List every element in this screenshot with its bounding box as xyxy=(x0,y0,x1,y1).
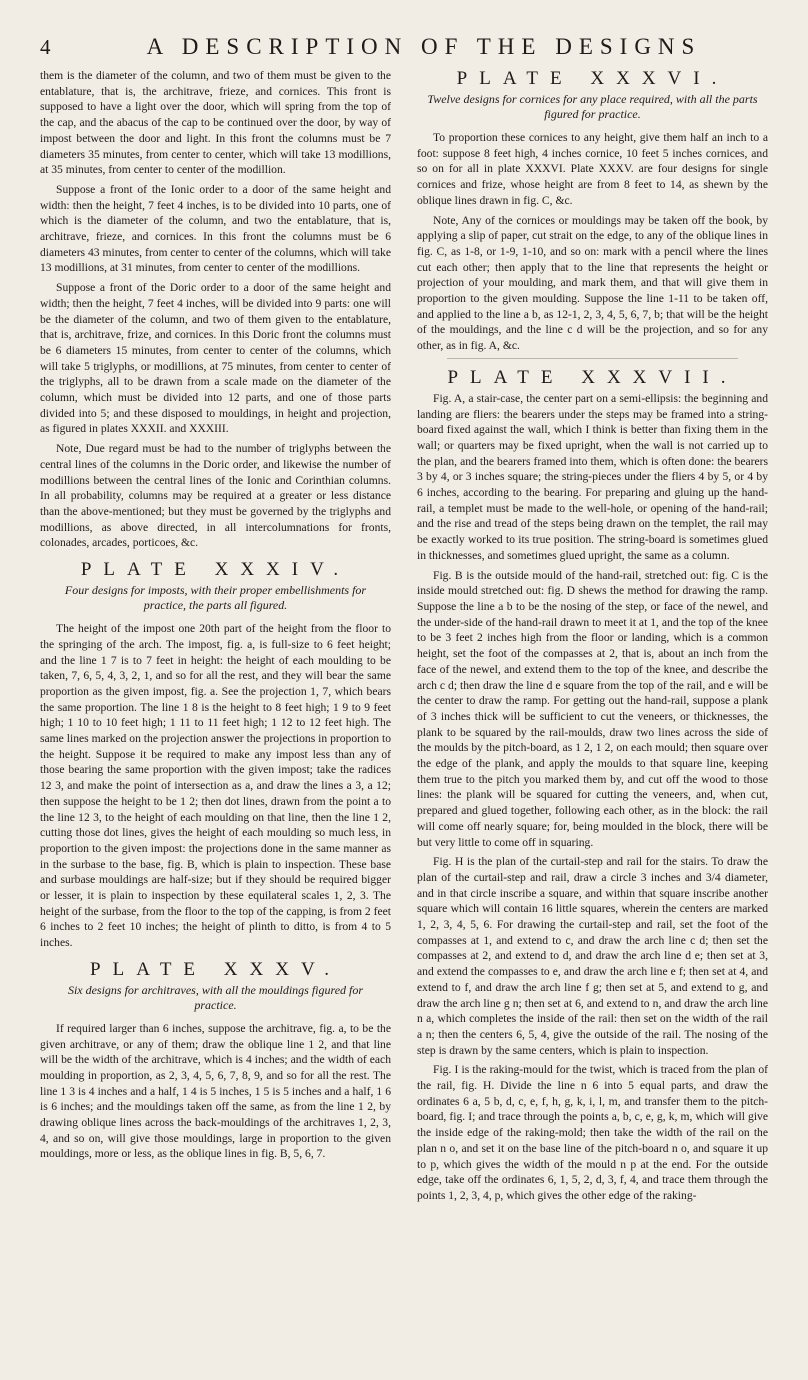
plate-36-subtitle: Twelve designs for cornices for any place required, with all the parts figured for practice. xyxy=(427,92,758,121)
paragraph: Fig. A, a stair-case, the center part on a semi-ellipsis: the beginning and landing are fliers: the bearers under the steps may be framed into a string-board fixed against the wall, which I think is better than fixing them in the wall; or quarters may be fixed upright, when the wall is not carried up to the plan, and the bearers framed into them, which is often done: the bearers 3 by 4, or 3 inches square; the string-pieces under the fliers 4 by 5, or 4 by 6 inches, according to the bearing. For preparing and gluing up the hand-rail, a templet must be made to the well-hole, or opening of the hand-rail; and the rise and tread of the steps being drawn on the templet, the rail may be exactly worked to its true position. The string-board is sometimes glued in thicknesses, and sometimes glued upright, the same as a column. xyxy=(417,391,768,562)
paragraph: Fig. I is the raking-mould for the twist, which is traced from the plan of the rail, fig. H. Divide the line n 6 into 5 equal parts, and draw the ordinates 6 a, 5 b, d, c, e, f, h, g, k, i, l, m, and transfer them to the pitch-board, fig. I; and trace through the points a, b, c, e, g, k, m, which will give the inside edge of the raking-mold; then take the width of the rail on the plan n o, and set it on the base line of the pitch-board n o, and square it up to p, which gives the width of the mould n p at the end. For the outside edge, take off the ordinates 6, 1, 5, 2, d, 3, f, 4, and trace them through the points 1, 2, 3, 4, p, which gives the other edge of the raking- xyxy=(417,1063,768,1202)
running-head xyxy=(40,34,768,64)
plate-35-heading: PLATE XXXV. xyxy=(90,958,341,980)
section-divider xyxy=(447,358,738,359)
paragraph: Fig. H is the plan of the curtail-step and rail for the stairs. To draw the plan of the curtail-step and rail, draw a circle 3 inches and 3/4 diameter, and in that circle inscribe a square, and within that square inscribe another square which will contain 16 little squares, wherein the centers are marked 1, 2, 3, 4, 5, 6. For drawing the curtail-step and rail, set the foot of the compasses at 1, and extend to c, and draw the arch line c d; then set the compasses at 2, and extend to d, and draw the arch line d e; then set at 3, and extend the compasses to e, and draw the arch line e f; then set at 4, and extend to f, and draw the arch line f g; then set at 5, and extend to g, and draw the arch line g n; then set at 6, and extend to n, and draw the arch line n a, which completes the inside of the rail: then set on the width of the rail a n; then the centers 6, 5, 4, give the outside of the rail. The nosing of the step is drawn by the same centers, which is plain to inspection. xyxy=(417,855,768,1057)
text-columns xyxy=(40,68,768,1208)
paragraph: Note, Due regard must be had to the number of triglyphs between the central lines of the columns in the Doric order, and likewise the number of modillions between the central lines of the Ionic and Corinthian columns. In all probability, columns may be required at a greater or less distance than the above-mentioned; but they must be governed by the triglyphs and modillions, as above directed, in all intercolumnations for fronts, colonades, arcades, porticoes, &c. xyxy=(40,442,391,550)
paragraph: Suppose a front of the Ionic order to a door of the same height and width: then the height, 7 feet 4 inches, is to be divided into 10 parts, one of which is the diameter of the column, and two the entablature, that is, architrave, frieze, and cornices. In this front the columns must be 6 diameters 43 minutes, from center to center of the columns, which will take 13 modillions, at 31 minutes, from center to center of the modillions. xyxy=(40,182,391,275)
paragraph: To proportion these cornices to any height, give them half an inch to a foot: suppose 8 feet high, 4 inches cornice, 10 feet 5 inches cornices, and so on for all in plate XXXVI. Plate XXXV. are four designs for single cornices and frize, whose height are from 8 feet to 14, as shewn by the oblique lines drawn in fig. C, &c. xyxy=(417,131,768,207)
paragraph: Fig. B is the outside mould of the hand-rail, stretched out: fig. C is the inside mould stretched out: fig. D shews the method for drawing the ramp. Suppose the line a b to be the nosing of the step, or face of the newel, and the under-side of the hand-rail drawn to meet it at 1, and the top of the knee to be 3 feet 2 inches high from the floor or landing, which is a common height, set the foot of the compasses at 2, that is, about an inch from the face of the newel, and extend them to the top of the knee, and describe the arch c d; then draw the line d e square from the top of the rail, and e will be the center to draw the ramp. For getting out the hand-rail, suppose a plank of 3 inches thick will be sufficient to cut the veneers, or thicknesses, the plank to be squared by the rail-moulds, draw two lines across the side of the moulds by the pitch-board, as 1 2, 1 2, on each mould; then square over the edge of the plank, and apply the moulds to that square line, keeping them true to the pitch you marked them by, and cut off the wood to those lines: the plank will be squared for cutting the veneers, and, when cut, prepared and glued together, following each other, as in the block: the rail will come off nearly square; for, being moulded in the block, there will be but very little to come off in squaring. xyxy=(417,568,768,849)
paragraph: If required larger than 6 inches, suppose the architrave, fig. a, to be the given architrave, or any of them; draw the oblique line 1 2, and that line will be the width of the architrave, which is 4 inches; and the width of each moulding in proportion, as 2, 3, 4, 5, 6, 7, 8, 9, and so for all the rest. The line 1 3 is 4 inches and a half, 1 4 is 5 inches, 1 5 is 5 inches and a half, 1 6 is 6 inches; and the mouldings taken off the same, as from the line 1 2, by drawing oblique lines across the back-mouldings of the architraves 1, 2, 3, 4, and so on, will give those mouldings, large in proportion to the given mouldings, more or less, as the oblique lines in fig. B, 5, 6, 7. xyxy=(40,1021,391,1161)
plate-34-heading: PLATE XXXIV. xyxy=(80,559,351,581)
paragraph: The height of the impost one 20th part of the height from the floor to the springing of the arch. The impost, fig. a, is full-size to 6 feet height; and the line 1 7 is to 7 feet in height: the height of each moulding to be taken, 7, 6, 5, 4, 3, 2, 1, and so for all the rest, and they will bear the same proportion as the given impost, fig. a. See the projection 1, 7, which bears the same proportion. The line 1 8 is the height to 8 feet high; 1 9 to 9 feet high; 1 10 to 10 feet high; 1 11 to 11 feet high; 1 12 to 12 feet high. The same lines marked on the projection answer the projections in proportion to the height. Suppose it be required to make any impost less than any of those bearing the same proportion with the given impost; take the radices 12 3, and make the point of intersection as a, and draw the lines a 3, a 12; then suppose the height to be 1 2; then dot lines, drawn from the point a to the line 12 3, to the height of each moulding on that line, then the line 1 2, cutting those dot lines, gives the height of each moulding so much less, in proportion to the given impost: the projections done in the same manner as in the surbase to the base, fig. B, which is plain to inspection. These base and surbase mouldings are half-size; but if they should be required bigger or lesser, it is plain to inspection by these equilateral scales 1, 2, 3. The height of the surbase, from the floor to the top of the capping, is from 2 feet 6 inches to 2 feet 10 inches; the height of plinth to ditto, is from 4 to 5 inches. xyxy=(40,622,391,950)
plate-37-heading: PLATE XXXVII. xyxy=(447,366,738,388)
paragraph: Suppose a front of the Doric order to a door of the same height and width; then the height, 7 feet 4 inches, will be divided into 9 parts: one will be the diameter of the column, and two of them given to the entablature, that is, architrave, frize, and cornices. In this Doric front the columns must be 6 diameters 15 minutes, from center to center of the columns, which will take 5 triglyphs, or modillions, at 75 minutes, from center to center of the triglyphs, all to be drawn from a scale made on the diameter of the column, which must be divided into 12 parts, and one of those parts divided into 5; and these disposed to mouldings, in height and projection, as figured in plates XXXII. and XXXIII. xyxy=(40,281,391,436)
left-column xyxy=(40,68,391,1208)
paragraph: them is the diameter of the column, and two of them must be given to the entablature, that is, the architrave, frieze, and cornices. This front is supposed to have a light over the door, which will spring from the top of the cap, and the abacus of the cap to be continued over the door, by way of impost between the door and light. In this front the columns must be 7 diameters 35 minutes, from center to center, which will take 13 modillions, at 35 minutes, from center to center of the modillion. xyxy=(40,69,391,177)
right-column xyxy=(417,68,768,1208)
plate-35-subtitle: Six designs for architraves, with all the mouldings figured for practice. xyxy=(67,982,364,1012)
page-number: 4 xyxy=(40,35,51,59)
plate-34-subtitle: Four designs for imposts, with their proper embellishments for practice, the parts all figured. xyxy=(64,583,367,613)
plate-36-heading: PLATE XXXVI. xyxy=(456,68,729,89)
paragraph: Note, Any of the cornices or mouldings may be taken off the book, by applying a slip of paper, cut strait on the edge, to any of the oblique lines in fig. C, as 1-8, or 1-9, 1-10, and so on: mark with a pencil where the lines cut each other; then apply that to the line that represents the height or projection of your moulding, and mark them, and that will give them in proportion to the given moulding. Suppose the line 1-11 to be taken off, and applied to the line a b, as 12-1, 2, 3, 4, 5, 6, 7, b; that will be the height of the mouldings, and the line c d will be the projection, and so for any other, as in fig. A, &c. xyxy=(417,213,768,353)
running-title: A DESCRIPTION OF THE DESIGNS xyxy=(146,34,702,59)
